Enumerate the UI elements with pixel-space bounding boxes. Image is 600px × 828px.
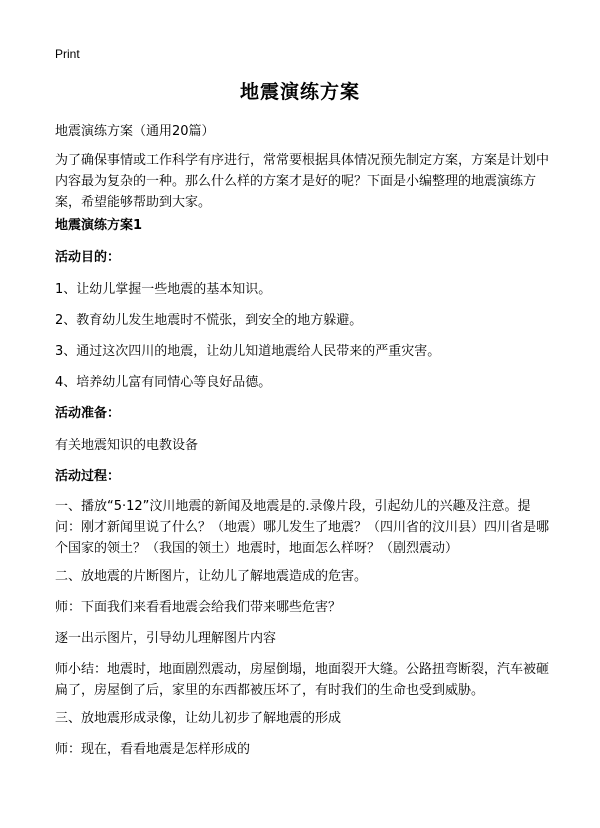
goal-item: 4、培养幼儿富有同情心等良好品德。 [55,375,272,390]
page-title: 地震演练方案 [239,81,360,103]
goal-item: 3、通过这次四川的地震，让幼儿知道地震给人民带来的严重灾害。 [55,344,441,359]
process-paragraph: 师：下面我们来看看地震会给我们带来哪些危害？ [55,600,342,615]
process-paragraph: 三、放地震形成录像，让幼儿初步了解地震的形成 [55,711,342,726]
prep-text: 有关地震知识的电教设备 [55,438,199,453]
process-paragraph: 师小结：地震时，地面剧烈震动，房屋倒塌，地面裂开大缝。公路扭弯断裂，汽车被砸扁了，房屋倒了后，家里的东西都被压坏了，有时我们的生命也受到威胁。 [55,662,550,698]
print-link[interactable]: Print [55,47,80,61]
process-paragraph: 逐一出示图片，引导幼儿理解图片内容 [55,631,277,646]
goal-heading: 活动目的： [55,250,121,265]
goal-item: 1、让幼儿掌握一些地震的基本知识。 [55,282,272,297]
process-paragraph: 师：现在，看看地震是怎样形成的 [55,742,251,757]
goal-item: 2、教育幼儿发生地震时不慌张，到安全的地方躲避。 [55,313,363,328]
process-paragraph: 二、放地震的片断图片，让幼儿了解地震造成的危害。 [55,569,368,584]
prep-heading: 活动准备： [55,406,121,421]
intro-paragraph: 为了确保事情或工作科学有序进行，常常要根据具体情况预先制定方案，方案是计划中内容最为复杂的一种。那么什么样的方案才是好的呢？下面是小编整理的地震演练方案，希望能够帮助到大家。 [55,153,550,210]
section-heading: 地震演练方案1 [55,218,143,233]
process-paragraph: 一、播放“5·12”汶川地震的新闻及地震是的.录像片段，引起幼儿的兴趣及注意。提问：刚才新闻里说了什么？（地震）哪儿发生了地震？（四川省的汶川县）四川省是哪个国家的领土？（我国的领土）地震时，地面怎么样呀？（剧烈震动） [55,499,550,556]
document-subtitle: 地震演练方案（通用20篇） [55,124,215,139]
process-heading: 活动过程： [55,469,121,484]
